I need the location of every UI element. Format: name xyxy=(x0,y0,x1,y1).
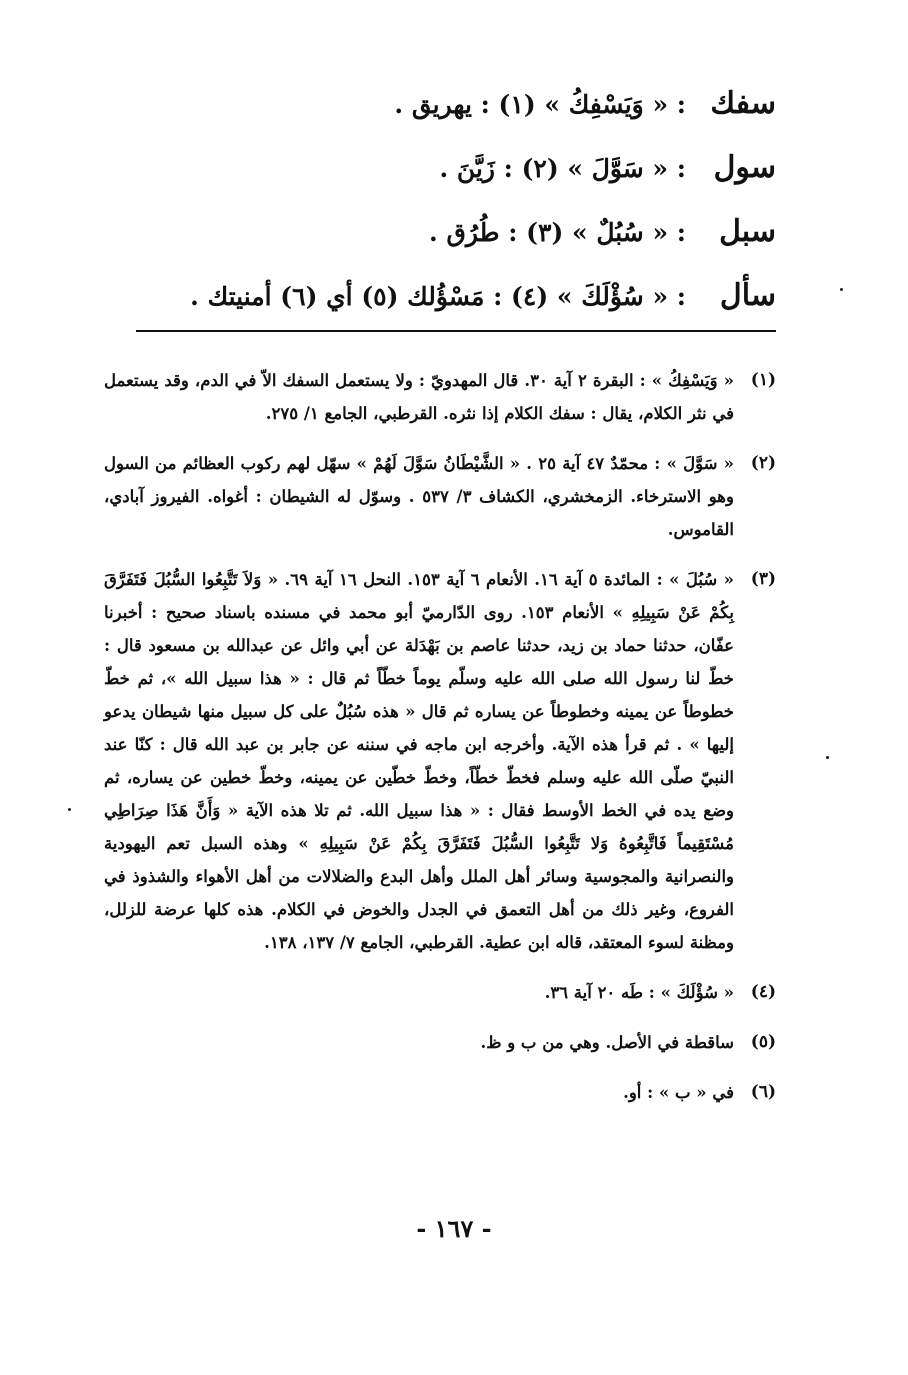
footnote-number: (١) xyxy=(750,370,776,390)
footnote xyxy=(104,1076,776,1109)
footnotes xyxy=(104,364,776,1126)
entry-gloss: : « سَوَّلَ » (٢) : زَيَّنَ . xyxy=(439,154,686,183)
footnote-number: (٣) xyxy=(750,569,776,589)
page-number: - ١٦٧ - xyxy=(416,1214,492,1243)
scan-speck xyxy=(68,808,71,811)
entry-root: سبل xyxy=(719,214,776,249)
glossary-entries xyxy=(116,72,776,328)
footnote xyxy=(104,563,776,959)
footnote xyxy=(104,447,776,546)
footnote-text: « سُبُلَ » : المائدة ٥ آية ١٦. الأنعام ٦ آية ١٥٣. النحل ١٦ آية ٦٩. « وَلاَ تَتَّبِعُوا السُّبُلَ فَتَفَرَّقَ بِكُمْ عَنْ سَبِيلِهِ » الأنعام ١٥٣. روى الدّارميّ أبو محمد في مسنده باسناد صحيح : أخبرنا عفّان، حدثنا حماد بن زيد، حدثنا عاصم بن بَهْدَلة عن أبي وائل عن عبدالله بن مسعود قال : خطّ لنا رسول الله صلى الله عليه وسلّم يوماً خطّاً ثم قال : « هذا سبيل الله »، ثم خطّ خطوطاً عن يمينه وخطوطاً عن يساره ثم قال « هذه سُبُلٌ على كل سبيل منها شيطان يدعو إليها » . ثم قرأ هذه الآية. وأخرجه ابن ماجه في سننه عن جابر بن عبد الله قال : كنّا عند النبيّ صلّى الله عليه وسلم فخطّ خطّاً، وخطّ خطّين عن يمينه، وخطّ خطين عن يساره، ثم وضع يده في الخط الأوسط فقال : « هذا سبيل الله. ثم تلا هذه الآية « وَأَنَّ هَذَا صِرَاطِي مُسْتَقِيماً فَاتَّبِعُوهُ وَلا تَتَّبِعُوا السُّبُلَ فَتَفَرَّقَ بِكُمْ عَنْ سَبِيلِهِ » وهذه السبل تعم اليهودية والنصرانية والمجوسية وسائر أهل الملل وأهل البدع والضلالات من أهل الأهواء والشذوذ في الفروع، وغير ذلك من أهل التعمق في الجدل والخوض في الكلام. هذه كلها عرضة للزلل، ومظنة لسوء المعتقد، قاله ابن عطية. القرطبي، الجامع ٧/ ١٣٧، ١٣٨. xyxy=(104,570,734,952)
entry-gloss: : « وَيَسْفِكُ » (١) : يهريق . xyxy=(394,90,686,119)
entry-root: سول xyxy=(713,150,776,185)
entry-gloss: : « سُؤْلَكَ » (٤) : مَسْؤُلك (٥) أي (٦) أمنيتك . xyxy=(190,282,686,311)
entry-gloss: : « سُبُلٌ » (٣) : طُرُق . xyxy=(429,218,686,247)
footnote-number: (٦) xyxy=(750,1082,776,1102)
footnote-text: في « ب » : أو. xyxy=(623,1083,734,1102)
glossary-entry xyxy=(116,200,776,264)
entry-root: سأل xyxy=(719,278,776,313)
footnote-text: ساقطة في الأصل. وهي من ب و ظ. xyxy=(480,1033,734,1052)
scan-speck xyxy=(826,756,829,759)
footnote xyxy=(104,364,776,430)
footnote-number: (٥) xyxy=(750,1032,776,1052)
footnote xyxy=(104,1026,776,1059)
glossary-entry xyxy=(116,72,776,136)
footnote-text: « سُؤْلَكَ » : طَه ٢٠ آية ٣٦. xyxy=(544,983,734,1002)
entry-root: سفك xyxy=(710,86,776,121)
glossary-entry xyxy=(116,136,776,200)
scan-speck xyxy=(840,288,843,291)
glossary-entry xyxy=(116,264,776,328)
footnote-number: (٢) xyxy=(750,453,776,473)
footnote-divider xyxy=(136,330,776,332)
footnote xyxy=(104,976,776,1009)
footnote-text: « سَوَّلَ » : محمّدٌ ٤٧ آية ٢٥ . « الشَّيْطَانُ سَوَّلَ لَهُمْ » سهّل لهم ركوب العظائم من السول وهو الاسترخاء. الزمخشري، الكشاف ٣/ ٥٣٧ . وسوّل له الشيطان : أغواه. الفيروز آبادي، القاموس. xyxy=(104,454,734,539)
footnote-number: (٤) xyxy=(750,982,776,1002)
footnote-text: « وَيَسْفِكُ » : البقرة ٢ آية ٣٠. قال المهدويّ : ولا يستعمل السفك الاّ في الدم، وقد يستعمل في نثر الكلام، يقال : سفك الكلام إذا نثره. القرطبي، الجامع ١/ ٢٧٥. xyxy=(104,371,734,423)
